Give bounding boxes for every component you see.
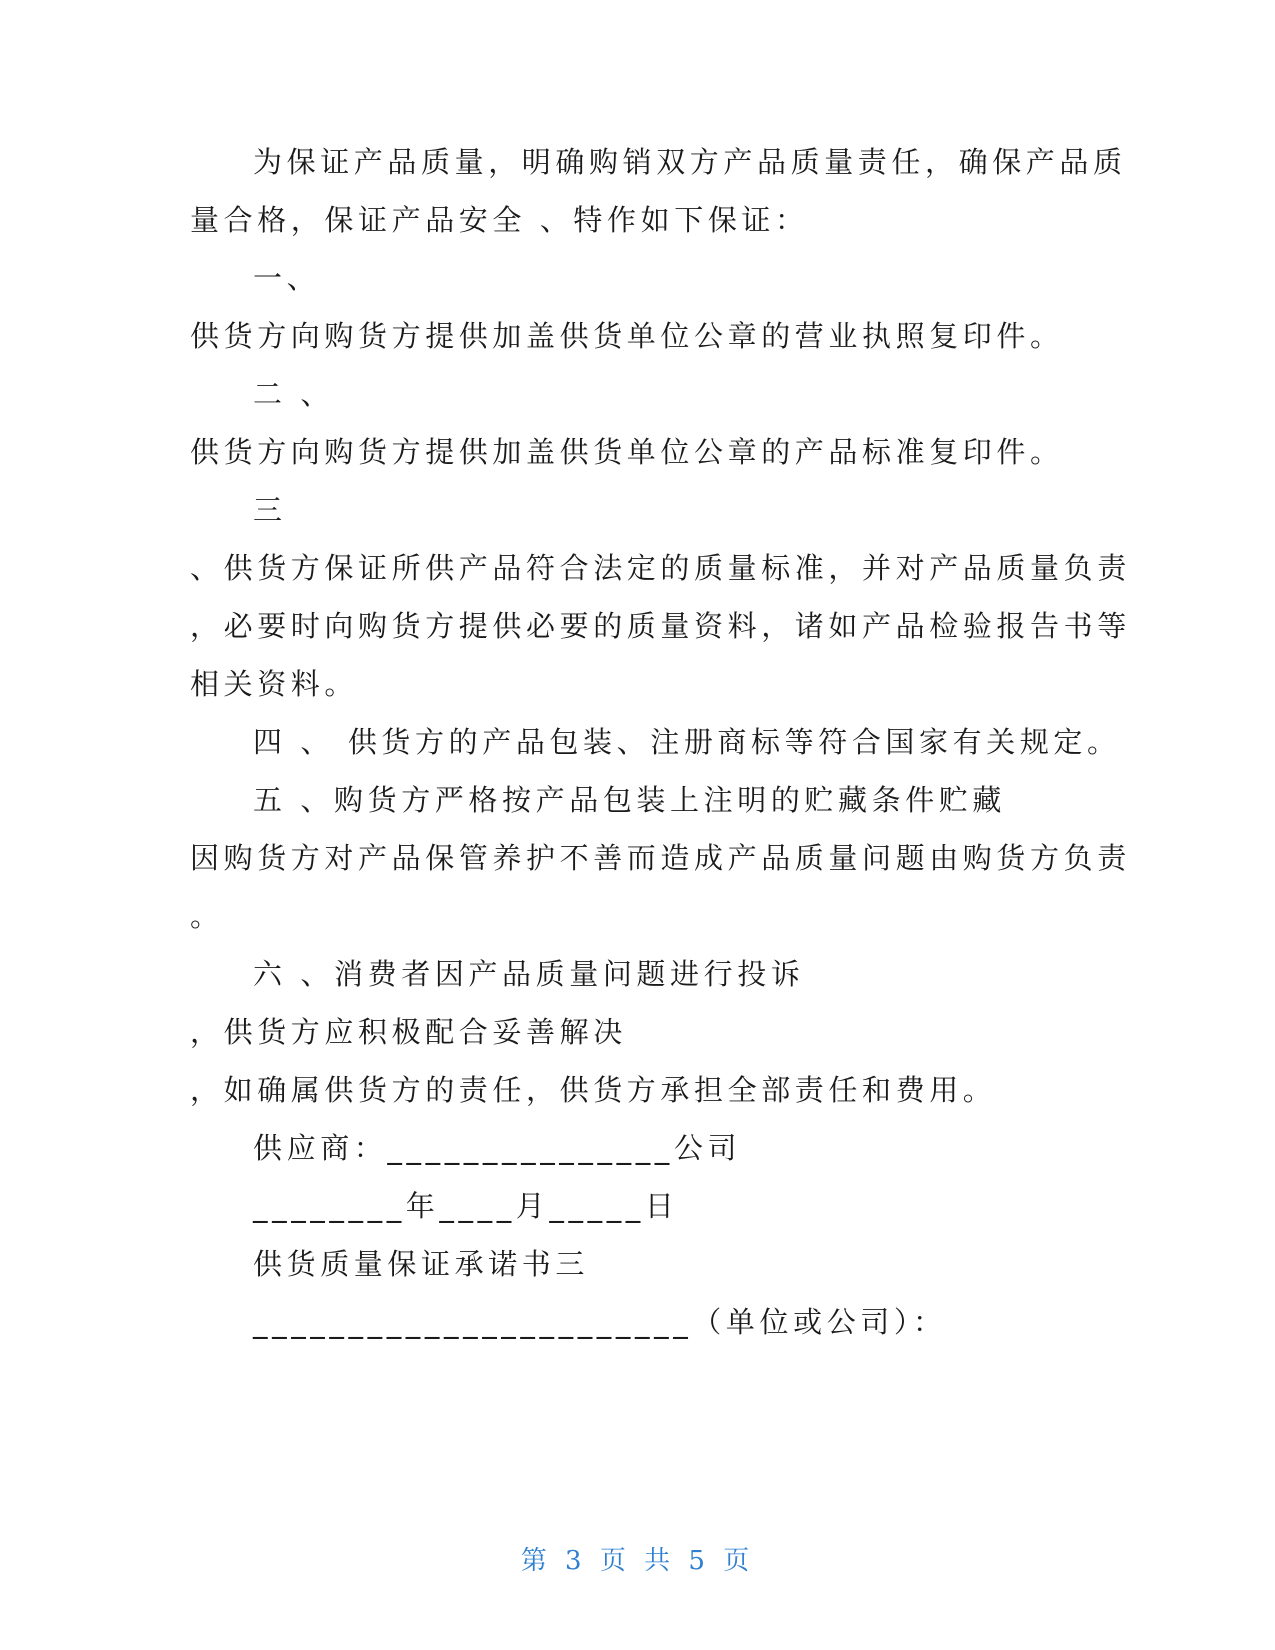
- text-line: ，如确属供货方的责任，供货方承担全部责任和费用。: [190, 1073, 997, 1107]
- text-line: ，供货方应积极配合妥善解决: [190, 1015, 627, 1049]
- supplier-signature-line: 供应商：_______________公司: [253, 1131, 742, 1165]
- text-line: ，必要时向购货方提供必要的质量资料，诸如产品检验报告书等: [190, 609, 1131, 643]
- section-title: 供货质量保证承诺书三: [253, 1247, 590, 1281]
- page-number-footer: 第 3 页 共 5 页: [520, 1546, 755, 1576]
- date-line: ________年____月_____日: [253, 1189, 679, 1223]
- text-line: 。: [190, 899, 224, 933]
- section-number: 二 、: [253, 377, 335, 411]
- text-line: 供货方向购货方提供加盖供货单位公章的营业执照复印件。: [190, 319, 1064, 353]
- text-line: 相关资料。: [190, 667, 359, 701]
- text-line: 为保证产品质量，明确购销双方产品质量责任，确保产品质: [253, 145, 1127, 179]
- text-line: 因购货方对产品保管养护不善而造成产品质量问题由购货方负责: [190, 841, 1131, 875]
- addressee-line: _______________________（单位或公司）：: [253, 1305, 947, 1339]
- text-line: 五 、购货方严格按产品包装上注明的贮藏条件贮藏: [253, 783, 1007, 817]
- text-line: 六 、消费者因产品质量问题进行投诉: [253, 957, 805, 991]
- text-line: 四 、 供货方的产品包装、注册商标等符合国家有关规定。: [253, 725, 1121, 759]
- text-line: 量合格，保证产品安全 、特作如下保证：: [190, 203, 809, 237]
- text-line: 供货方向购货方提供加盖供货单位公章的产品标准复印件。: [190, 435, 1064, 469]
- section-number: 三: [253, 493, 287, 527]
- text-line: 、供货方保证所供产品符合法定的质量标准，并对产品质量负责: [190, 551, 1131, 585]
- section-number: 一、: [253, 261, 321, 295]
